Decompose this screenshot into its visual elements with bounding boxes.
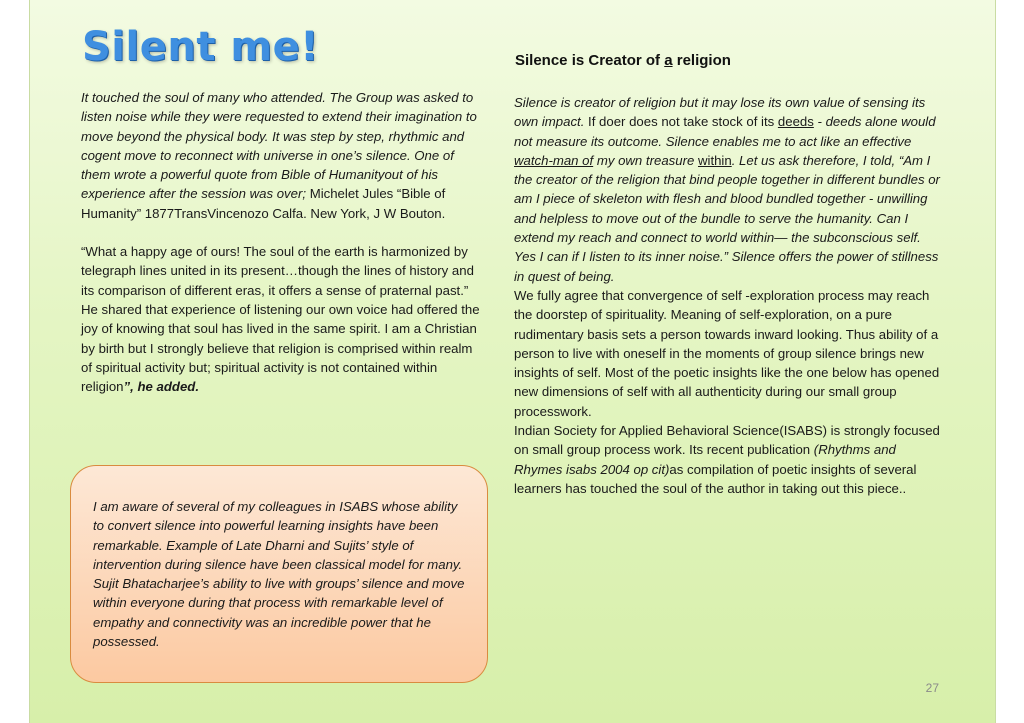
page-title: Silent me! [82, 24, 319, 70]
publication-reference: (Rhythms and Rhymes isabs 2004 op cit) [514, 442, 896, 477]
underlined-word: within [697, 152, 732, 168]
text-segment: . Let us ask therefore, I told, “Am I the creator of the religion that bind people together in different bundles or am I piece of skeleton with flesh and blood bundled together - unwilling and helpless to move out of the bundle to serve the humanity. Can I extend my reach and connect to world within— the subconscious self. Yes I can if I listen to its inner noise.” Silence offers the power of stillness in quest of being. [514, 152, 940, 284]
document-page [29, 0, 996, 723]
text-segment: as compilation of poetic insights of several learners has touched the soul of the author in taking out this piece.. [514, 461, 917, 496]
left-column [81, 88, 481, 396]
silence-paragraph [514, 93, 942, 286]
section-heading [515, 52, 731, 69]
intro-text: It touched the soul of many who attended. The Group was asked to listen noise while they were requested to extend their imagination to move beyond the physical body. It was step by step, rhythmic and cogent move to reconnect with universe in one’s silence. One of them wrote a powerful quote from Bible of Humanityout of his experience after the session was over; [81, 90, 477, 202]
exploration-paragraph: We fully agree that convergence of self -exploration process may reach the doorstep of spirituality. Meaning of self-exploration, on a pure rudimentary basis sets a person towards inward looking. Thus ability of a person to live with oneself in the moments of group silence brings new insights of self. Most of the poetic insights like the one below has opened new dimensions of self with all authenticity during our small group processwork. [514, 287, 940, 419]
page-number: 27 [925, 681, 939, 695]
quote-paragraph [81, 242, 481, 396]
callout-text: I am aware of several of my colleagues in ISABS whose ability to convert silence into powerful learning insights have been remarkable. Example of Late Dharni and Sujits’ style of intervention during silence have been classical model for many. Sujit Bhatacharjee’s ability to live with groups’ silence and move within everyone during that process with remarkable level of empathy and connectivity was an incredible power that he possessed. [93, 499, 465, 650]
right-column [514, 93, 942, 498]
text-segment: Indian Society for Applied Behavioral Science(ISABS) is strongly focused on small group process work. Its recent publication [514, 423, 940, 458]
intro-paragraph [81, 88, 481, 223]
quote-ending: ”, he added. [123, 379, 200, 395]
underlined-phrase: watch-man of [514, 152, 594, 168]
isabs-paragraph [514, 421, 942, 498]
text-segment: Silence is creator of religion but it may lose its own value of sensing its own impact. [514, 95, 926, 130]
citation-text: Michelet Jules “Bible of Humanity” 1877TransVincenozo Calfa. New York, J W Bouton. [81, 186, 446, 221]
heading-part-1: Silence is Creator of [515, 52, 665, 69]
text-segment: If doer does not take stock of its [584, 114, 778, 130]
underlined-word: deeds [777, 114, 814, 130]
text-segment: my own treasure [593, 152, 698, 168]
text-segment: - deeds alone would not measure its outcome. Silence enables me to act like an effective [514, 114, 936, 149]
quote-text: “What a happy age of ours! The soul of the earth is harmonized by telegraph lines united in its present…though the lines of history and its comparison of different eras, it offers a sense of praternal past.” He shared that experience of listening our own voice had offered the joy of knowing that soul has lived in the same spirit. I am a Christian by birth but I strongly believe that religion is comprised within realm of spiritual activity but; spiritual activity is not contained within religion [81, 244, 480, 395]
heading-underlined: a [664, 52, 673, 69]
callout-box [70, 465, 488, 683]
heading-part-2: religion [672, 52, 731, 69]
